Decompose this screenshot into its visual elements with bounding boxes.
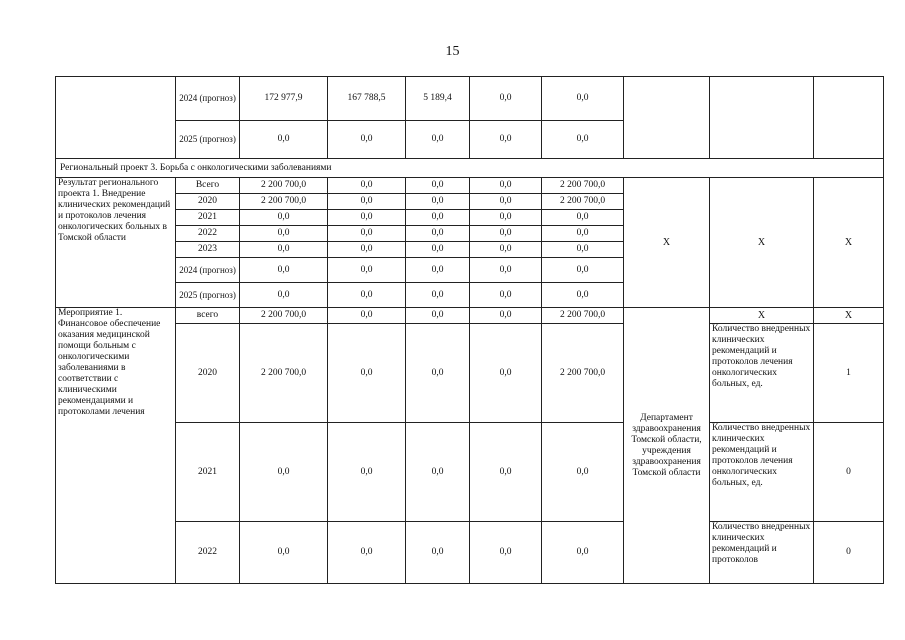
value-cell: 0,0 (406, 324, 470, 423)
value-cell: 0,0 (470, 178, 542, 194)
value-cell: 0,0 (406, 210, 470, 226)
value-cell: 0,0 (470, 324, 542, 423)
measure-label: Мероприятие 1. Финансовое обеспечение оказания медицинской помощи больным с онкологическими заболеваниями в соответствии с клиническими рекомендациями и протоколами лечения (56, 308, 176, 584)
year-cell: 2025 (прогноз) (176, 283, 240, 308)
indicator-value: 0 (814, 522, 884, 584)
value-cell: 0,0 (328, 258, 406, 283)
value-cell: 0,0 (328, 308, 406, 324)
value-cell: 0,0 (470, 226, 542, 242)
indicator-value: 0 (814, 423, 884, 522)
year-cell: 2024 (прогноз) (176, 77, 240, 121)
value-cell: 0,0 (406, 423, 470, 522)
table-row (56, 77, 884, 121)
value-cell: 0,0 (328, 324, 406, 423)
value-cell: 2 200 700,0 (542, 194, 624, 210)
empty-cell (814, 77, 884, 159)
value-cell: 0,0 (406, 178, 470, 194)
budget-table (55, 76, 884, 584)
value-cell: 0,0 (470, 423, 542, 522)
result-label: Результат регионального проекта 1. Внедрение клинических рекомендаций и протоколов лечения онкологических больных в Томской области (56, 178, 176, 308)
value-cell: 0,0 (470, 522, 542, 584)
value-cell: 2 200 700,0 (542, 324, 624, 423)
value-cell: 0,0 (240, 226, 328, 242)
empty-label-cell (56, 77, 176, 159)
value-cell: 0,0 (240, 121, 328, 159)
value-cell: 0,0 (406, 283, 470, 308)
table-row (56, 324, 884, 423)
value-cell: 0,0 (406, 121, 470, 159)
table-row (56, 308, 884, 324)
value-cell: 0,0 (470, 194, 542, 210)
value-cell: 172 977,9 (240, 77, 328, 121)
section-row (56, 159, 884, 178)
value-cell: 0,0 (470, 210, 542, 226)
page-number: 15 (445, 44, 460, 59)
empty-cell (624, 77, 710, 159)
value-cell: 0,0 (240, 210, 328, 226)
value-cell: 0,0 (328, 194, 406, 210)
year-cell: 2020 (176, 324, 240, 423)
value-cell: 0,0 (328, 423, 406, 522)
value-cell: 2 200 700,0 (542, 178, 624, 194)
value-cell: 167 788,5 (328, 77, 406, 121)
value-cell: 0,0 (406, 194, 470, 210)
year-cell: всего (176, 308, 240, 324)
value-cell: 2 200 700,0 (240, 324, 328, 423)
value-cell: 0,0 (406, 522, 470, 584)
year-cell: 2022 (176, 226, 240, 242)
value-cell: 0,0 (328, 210, 406, 226)
indicator-cell: Количество внедренных клинических рекомендаций и протоколов лечения онкологических больных, ед. (710, 324, 814, 423)
year-cell: 2025 (прогноз) (176, 121, 240, 159)
value-cell: 0,0 (542, 242, 624, 258)
value-cell: 0,0 (470, 283, 542, 308)
value-cell: 0,0 (470, 308, 542, 324)
value-cell: 0,0 (328, 121, 406, 159)
value-cell: 0,0 (406, 242, 470, 258)
table-row (56, 178, 884, 194)
year-cell: 2021 (176, 423, 240, 522)
value-cell: 0,0 (542, 210, 624, 226)
indicator-cell: Количество внедренных клинических рекомендаций и протоколов лечения онкологических больных, ед. (710, 423, 814, 522)
x-mark: X (814, 178, 884, 308)
value-cell: 0,0 (542, 77, 624, 121)
value-cell: 0,0 (542, 423, 624, 522)
value-cell: 0,0 (328, 226, 406, 242)
year-cell: 2021 (176, 210, 240, 226)
value-cell: 2 200 700,0 (542, 308, 624, 324)
value-cell: 0,0 (470, 242, 542, 258)
value-cell: 0,0 (542, 121, 624, 159)
year-cell: Всего (176, 178, 240, 194)
x-mark: X (710, 178, 814, 308)
year-cell: 2020 (176, 194, 240, 210)
value-cell: 2 200 700,0 (240, 194, 328, 210)
value-cell: 0,0 (240, 522, 328, 584)
year-cell: 2022 (176, 522, 240, 584)
value-cell: 0,0 (328, 283, 406, 308)
table-row (56, 522, 884, 584)
value-cell: 0,0 (542, 283, 624, 308)
value-cell: 0,0 (470, 258, 542, 283)
value-cell: 0,0 (240, 283, 328, 308)
value-cell: 0,0 (328, 242, 406, 258)
x-mark: X (624, 178, 710, 308)
value-cell: 0,0 (406, 226, 470, 242)
value-cell: 0,0 (240, 258, 328, 283)
value-cell: 2 200 700,0 (240, 308, 328, 324)
value-cell: 0,0 (328, 522, 406, 584)
x-mark: X (710, 308, 814, 324)
year-cell: 2023 (176, 242, 240, 258)
indicator-cell: Количество внедренных клинических рекомендаций и протоколов (710, 522, 814, 584)
value-cell: 0,0 (470, 121, 542, 159)
year-cell: 2024 (прогноз) (176, 258, 240, 283)
table-row (56, 423, 884, 522)
value-cell: 0,0 (240, 423, 328, 522)
value-cell: 0,0 (328, 178, 406, 194)
empty-cell (710, 77, 814, 159)
value-cell: 0,0 (542, 258, 624, 283)
value-cell: 0,0 (406, 308, 470, 324)
value-cell: 0,0 (542, 522, 624, 584)
value-cell: 0,0 (406, 258, 470, 283)
x-mark: X (814, 308, 884, 324)
indicator-value: 1 (814, 324, 884, 423)
value-cell: 2 200 700,0 (240, 178, 328, 194)
executor-cell: Департамент здравоохранения Томской области, учреждения здравоохранения Томской области (624, 308, 710, 584)
value-cell: 0,0 (542, 226, 624, 242)
section-title: Региональный проект 3. Борьба с онкологическими заболеваниями (56, 159, 884, 178)
value-cell: 0,0 (240, 242, 328, 258)
value-cell: 5 189,4 (406, 77, 470, 121)
value-cell: 0,0 (470, 77, 542, 121)
